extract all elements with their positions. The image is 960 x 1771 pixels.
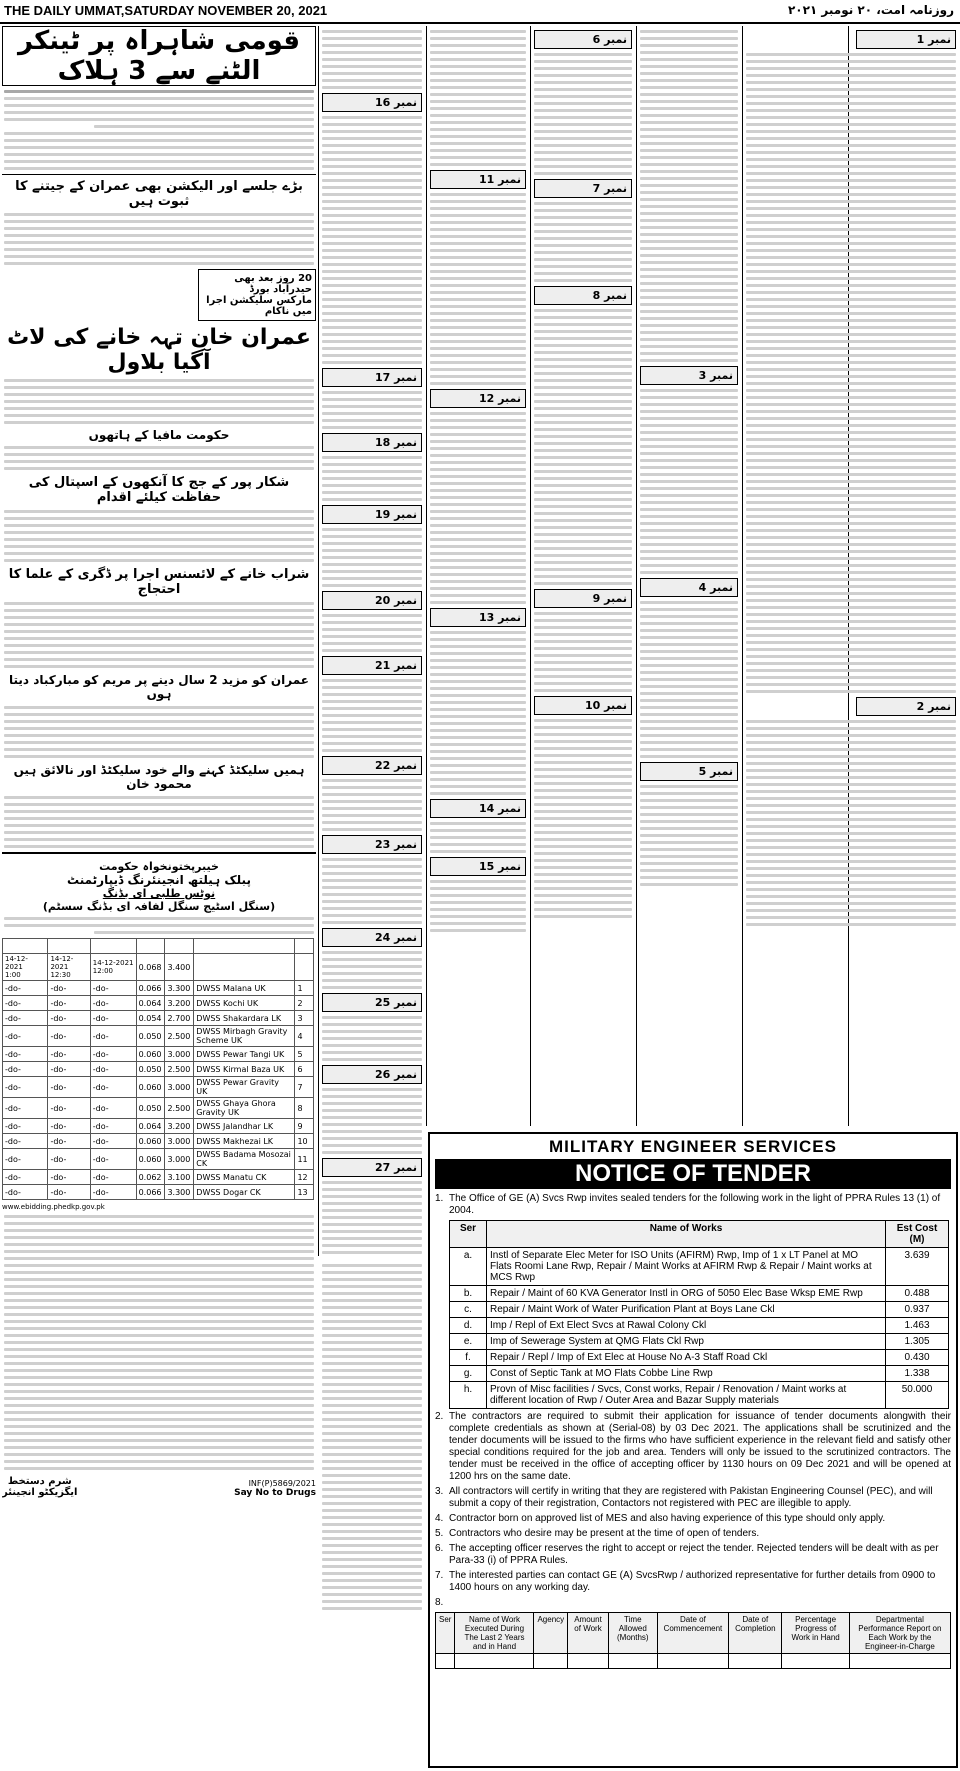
box-1: نمبر 1 (856, 30, 956, 49)
headline-bilawal: عمران خان تہہ خانے کی لاٹ آگیا بلاول (7, 325, 311, 375)
tender-para-4: Contractor born on approved list of MES and also having experience of this type should only apply. (449, 1513, 886, 1524)
box-27: نمبر 27 (322, 1158, 422, 1177)
headline-2: بڑے جلسے اور الیکشن بھی عمران کے جیتنے کا ثبوت ہیں (15, 179, 303, 209)
box-21: نمبر 21 (322, 656, 422, 675)
tender-work-row: a. Instl of Separate Elec Meter for ISO Units (AFIRM) Rwp, Imp of 1 x LT Panel at MO Flats Roomi Lane Rwp, Repair / Maint Works at AFIRM Rwp & Repair / Maint works at MCS Rwp 3.639 (450, 1248, 949, 1286)
experience-header-cell: Date of Commencement (657, 1613, 728, 1654)
box-18: نمبر 18 (322, 433, 422, 452)
box-6: نمبر 6 (534, 30, 632, 49)
phe-row: -do- -do- -do- 0.060 3.000 DWSS Badama Mosozai CK 11 (3, 1149, 314, 1170)
column-6-10 (532, 26, 634, 1126)
box-8: نمبر 8 (534, 286, 632, 305)
box-23: نمبر 23 (322, 835, 422, 854)
column-11-15 (428, 26, 528, 1126)
box-16: نمبر 16 (322, 93, 422, 112)
headline-liquor: شراب خانے کے لائسنس اجرا پر ڈگری کے علما کا احتجاج (8, 567, 310, 597)
column-3-5 (638, 26, 740, 1126)
headline-mafia: حکومت مافیا کے ہاتھوں (88, 428, 230, 442)
box-9: نمبر 9 (534, 589, 632, 608)
box-19: نمبر 19 (322, 505, 422, 524)
box-26: نمبر 26 (322, 1065, 422, 1084)
phe-row-first: 14-12-2021 1:00 14-12-2021 12:30 14-12-2021 12:00 0.068 3.400 (3, 954, 314, 981)
masthead-date: THE DAILY UMMAT,SATURDAY NOVEMBER 20, 2021 (4, 3, 328, 18)
box-22: نمبر 22 (322, 756, 422, 775)
th-ser: Ser (450, 1221, 487, 1248)
box-5: نمبر 5 (640, 762, 738, 781)
column-separator (426, 26, 427, 1126)
box-10: نمبر 10 (534, 696, 632, 715)
tender-intro: The Office of GE (A) Svcs Rwp invites sealed tenders for the following work in the light of PPRA Rules 13 (1) of 2004. (449, 1193, 941, 1216)
column-separator (530, 26, 531, 1126)
headline-mahmood: ہمیں سلیکٹڈ کہنے والے خود سلیکٹڈ اور نالائق ہیں محمود خان (13, 763, 305, 791)
phe-header-row (3, 939, 314, 954)
tender-experience-table (435, 1612, 951, 1669)
phe-title-1: خیبرپختونخواہ حکومت (99, 860, 219, 873)
phe-row: -do- -do- -do- 0.050 2.500 DWSS Mirbagh Gravity Scheme UK 4 (3, 1026, 314, 1047)
phe-notice (2, 852, 316, 1770)
headline-shikarpur: شکار پور کے جج کا آنکھوں کے اسپتال کی حفاظت کیلئے اقدام (28, 475, 290, 505)
main-headline: قومی شاہراہ پر ٹینکر الٹنے سے 3 ہلاک (18, 26, 300, 86)
tender-para-5: Contractors who desire may be present at the time of open of tenders. (449, 1528, 760, 1539)
experience-header-cell: Name of Work Executed During The Last 2 Years and in Hand (455, 1613, 534, 1654)
tender-work-row: g. Const of Septic Tank at MO Flats Cobbe Line Rwp 1.338 (450, 1366, 949, 1382)
phe-row: -do- -do- -do- 0.064 3.200 DWSS Jalandhar LK 9 (3, 1119, 314, 1134)
box-24: نمبر 24 (322, 928, 422, 947)
box-20-title: 20 روز بعد بھی حیدرآباد بورڈ (234, 273, 312, 295)
box-15: نمبر 15 (430, 857, 526, 876)
experience-header-cell: Time Allowed (Months) (608, 1613, 657, 1654)
column-separator (636, 26, 637, 1126)
phe-row: -do- -do- -do- 0.062 3.100 DWSS Manatu CK 12 (3, 1170, 314, 1185)
tender-work-row: d. Imp / Repl of Ext Elect Svcs at Rawal Colony Ckl 1.463 (450, 1318, 949, 1334)
phe-inf-code: INF(P)5869/2021 (248, 1479, 316, 1488)
column-separator (742, 26, 743, 1126)
tender-org: MILITARY ENGINEER SERVICES (549, 1137, 837, 1156)
tender-title: NOTICE OF TENDER (435, 1159, 951, 1189)
box-20: نمبر 20 (322, 591, 422, 610)
experience-header-cell: Departmental Performance Report on Each Work by the Engineer-in-Charge (849, 1613, 950, 1654)
box-20-days (198, 269, 316, 321)
phe-row: -do- -do- -do- 0.050 2.500 DWSS Kirmal Baza UK 6 (3, 1062, 314, 1077)
experience-header-cell: Percentage Progress of Work in Hand (782, 1613, 849, 1654)
column-16-27 (320, 26, 424, 1256)
box-11: نمبر 11 (430, 170, 526, 189)
mes-tender-notice: MILITARY ENGINEER SERVICES NOTICE OF TENDER 1. The Office of GE (A) Svcs Rwp invites sealed tenders for the following work in the light of PPRA Rules 13 (1) of 2004. Ser Name of Works Est Cost (M) a. Instl of Separate Elec Meter for ISO Units (AFIRM) Rwp, Imp of 1 x LT Panel at MO Flats Roomi Lane Rwp, Repair / Maint Works at AFIRM Rwp & Repair / Maint works at MCS Rwp 3.639 b. Repair / Maint of 60 KVA Generator Instl in ORG of 5050 Elec Base Wksp EME Rwp 0.488 c. Repair / Maint Work of Water Purification Plant at Boys Lane Ckl 0.937 d. Imp / Repl of Ext Elect Svcs at Rawal Colony Ckl 1.463 e. Imp of Sewerage System at QMG Flats Ckl Rwp 1.305 f. Repair / Repl / Imp of Ext Elec at House No A-3 Staff Road Ckl 0.430 g. Const of Septic Tank at MO Flats Cobbe Line Rwp 1.338 h. Provn of Misc facilities / Svcs, Const works, Repair / Renovation / Maint works at different location of Rwp / Outer Area and Bazar Supply materials 50.000 2. The contractors are required to submit their application for issuance of tender documents alongwith their complete credentials as shown at (Serial-08) by 03 Dec 2021. The applications shall be scrutinized and the tender documents will be issued to the firms who have sufficient experience in the relevant field and satisfy other special conditions required for the job and area. Tenders will only be issued to the scrutinized contractors. The tender must be received in the office of accepting officer by 1130 hours on 09 Dec 2021 and will be opened at 1200 hrs on the same date. 3. All contractors will certify in writing that they are registered with Pakistan Engineering Counsel (PEC), and will submit a copy of their registration, Contactors not registered with PEC are illegible to apply. 4. Contractor born on approved list of MES and also having experience of this type should only apply. 5. Contractors who desire may be present at the time of open of tenders. 6. The accepting officer reserves the right to accept or reject the tender. Rejected tenders will be dealt with as per Para-33 (i) of PPRA Rules. 7. The interested parties can contact GE (A) SvcsRwp / authorized representative for further details from 0900 to 1400 hours on any working day. 8. Ser Name of Work Executed During The Last 2 Years and in Hand Agency Amount of Work Time Allowed (Months) Date of Commencement Date of Completion Percentage Progress of Work in Hand Departmental Performance Report on Each Work by the Engineer-in-Charge (428, 1132, 958, 1768)
phe-row: -do- -do- -do- 0.054 2.700 DWSS Shakardara LK 3 (3, 1011, 314, 1026)
tender-work-row: b. Repair / Maint of 60 KVA Generator Instl in ORG of 5050 Elec Base Wksp EME Rwp 0.488 (450, 1286, 949, 1302)
box-14: نمبر 14 (430, 799, 526, 818)
tender-work-row: f. Repair / Repl / Imp of Ext Elec at House No A-3 Staff Road Ckl 0.430 (450, 1350, 949, 1366)
box-3: نمبر 3 (640, 366, 738, 385)
box-12: نمبر 12 (430, 389, 526, 408)
box-13: نمبر 13 (430, 608, 526, 627)
tender-work-row: c. Repair / Maint Work of Water Purification Plant at Boys Lane Ckl 0.937 (450, 1302, 949, 1318)
tender-work-row: e. Imp of Sewerage System at QMG Flats Ckl Rwp 1.305 (450, 1334, 949, 1350)
phe-table (2, 938, 314, 1200)
tender-para-6: The accepting officer reserves the right to accept or reject the tender. Rejected tenders will be dealt with as per Para-33 (i) of PPRA Rules. (449, 1543, 939, 1566)
phe-row: -do- -do- -do- 0.060 3.000 DWSS Makhezai LK 10 (3, 1134, 314, 1149)
phe-row: -do- -do- -do- 0.064 3.200 DWSS Kochi UK 2 (3, 996, 314, 1011)
phe-signature: شرم دستخط ایگزیکٹو انجینئر (2, 1476, 78, 1498)
box-4: نمبر 4 (640, 578, 738, 597)
box-2: نمبر 2 (856, 697, 956, 716)
phe-title-2: پبلک ہیلتھ انجینئرنگ ڈیپارٹمنٹ (67, 873, 251, 887)
headline-maryam: عمران کو مزید 2 سال دینے پر مریم کو مبارکباد دیتا ہوں (9, 673, 309, 701)
phe-title-3: نوٹس طلبی ای بڈنگ (102, 887, 216, 900)
phe-row: -do- -do- -do- 0.066 3.300 DWSS Malana UK 1 (3, 981, 314, 996)
box-20-sub: مارکس سلیکشن اجرا میں ناکام (206, 295, 312, 317)
box-25: نمبر 25 (322, 993, 422, 1012)
box-17: نمبر 17 (322, 368, 422, 387)
phe-row: -do- -do- -do- 0.066 3.300 DWSS Dogar CK 13 (3, 1185, 314, 1200)
column-lower-urdu (320, 1260, 424, 1768)
masthead-urdu-date: روزنامہ امت، ۲۰ نومبر ۲۰۲۱ (787, 3, 954, 17)
tender-work-row: h. Provn of Misc facilities / Svcs, Const works, Repair / Renovation / Maint works at different location of Rwp / Outer Area and Bazar Supply materials 50.000 (450, 1382, 949, 1409)
phe-slogan: Say No to Drugs (234, 1488, 316, 1498)
phe-row: -do- -do- -do- 0.050 2.500 DWSS Ghaya Ghora Gravity UK 8 (3, 1098, 314, 1119)
experience-header-cell: Amount of Work (568, 1613, 609, 1654)
phe-row: -do- -do- -do- 0.060 3.000 DWSS Pewar Tangi UK 5 (3, 1047, 314, 1062)
tender-para-2: The contractors are required to submit their application for issuance of tender documents alongwith their complete credentials as shown at (Serial-08) by 03 Dec 2021. The applications shall be scrutinized and the tender documents will be issued to the firms who have sufficient experience in the relevant field and satisfy other special conditions required for the job and area. Tenders will only be issued to the scrutinized contractors. The tender must be received in the office of accepting officer by 1130 hours on 09 Dec 2021 and will be opened at 1200 hrs on the same date. (449, 1411, 951, 1482)
front-news-block (2, 26, 316, 848)
column-separator (318, 26, 319, 1256)
experience-header-cell: Agency (534, 1613, 568, 1654)
column-1-2 (744, 26, 958, 1126)
th-cost: Est Cost (M) (886, 1221, 949, 1248)
tender-para-7: The interested parties can contact GE (A) SvcsRwp / authorized representative for further details from 0900 to 1400 hours on any working day. (449, 1570, 936, 1593)
main-headline-box (2, 26, 316, 86)
th-name: Name of Works (487, 1221, 886, 1248)
box-7: نمبر 7 (534, 179, 632, 198)
experience-header-cell: Date of Completion (729, 1613, 782, 1654)
phe-title-4: (سنگل اسٹیج سنگل لفافہ ای بڈنگ سسٹم) (42, 900, 276, 913)
tender-para-3: All contractors will certify in writing that they are registered with Pakistan Engineering Counsel (PEC), and will submit a copy of their registration, Contactors not registered with PEC are illegible to apply. (449, 1486, 933, 1509)
phe-footer (2, 1476, 316, 1498)
phe-website: www.ebidding.phedkp.gov.pk (2, 1203, 105, 1211)
phe-row: -do- -do- -do- 0.060 3.000 DWSS Pewar Gravity UK 7 (3, 1077, 314, 1098)
tender-works-table (449, 1220, 949, 1409)
experience-header-cell: Ser (436, 1613, 455, 1654)
